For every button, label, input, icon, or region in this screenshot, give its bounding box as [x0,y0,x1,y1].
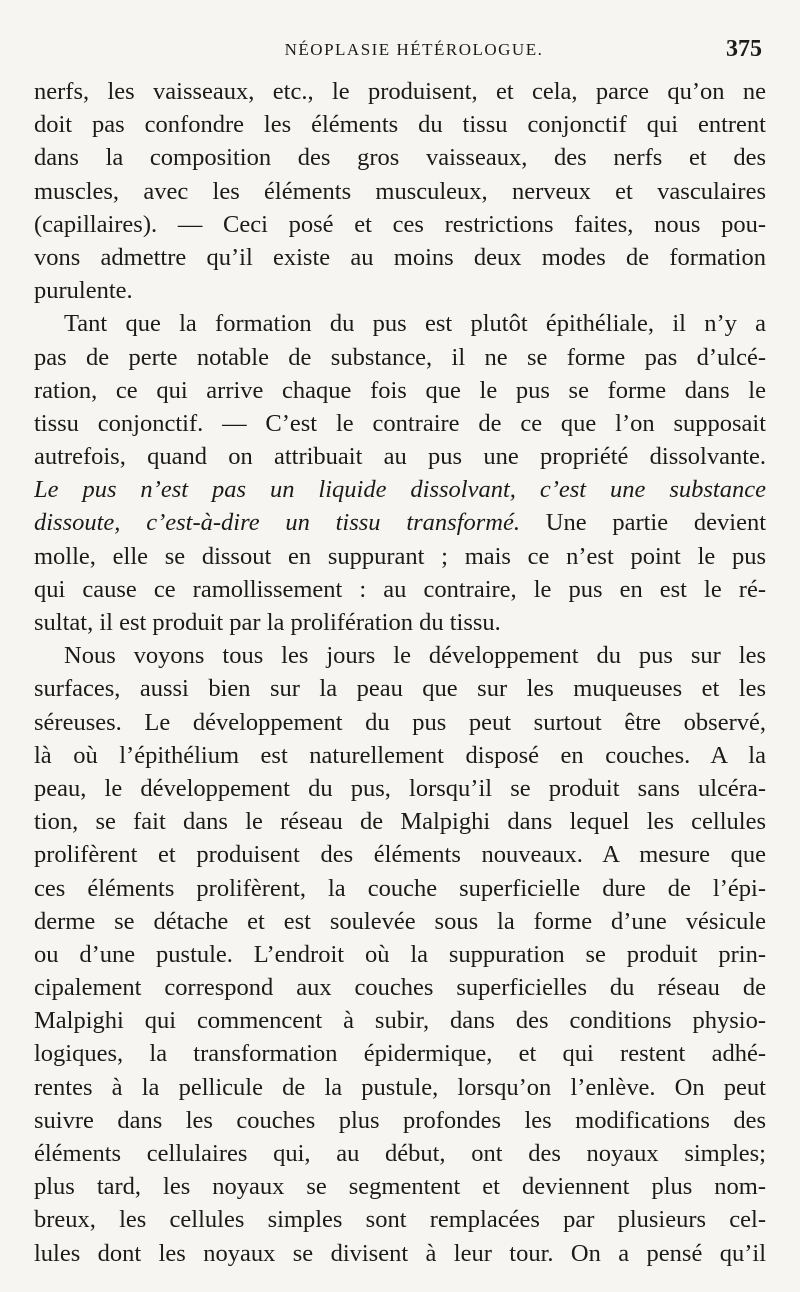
text-line [34,374,766,407]
text-line [34,772,766,805]
text-segment: Une partie devient [519,509,766,537]
text-line [34,573,766,606]
text-segment: Tant que la formation du pus est plutôt épithéliale, il n’y a [64,310,766,338]
text-segment: lules dont les noyaux se divisent à leur tour. On a pensé qu’il [34,1239,766,1267]
text-segment: muscles, avec les éléments musculeux, nerveux et vasculaires [34,177,766,205]
text-segment: logiques, la transformation épidermique, et qui restent adhé- [34,1040,766,1068]
text-segment: tion, se fait dans le réseau de Malpighi dans lequel les cellules [34,808,766,836]
text-line [34,639,766,672]
text-line [34,739,766,772]
text-line [34,506,766,539]
text-line [34,838,766,871]
text-line [34,208,766,241]
text-line [34,606,766,639]
text-line [34,1104,766,1137]
text-segment: peau, le développement du pus, lorsqu’il se produit sans ulcéra- [34,774,766,802]
text-segment: nerfs, les vaisseaux, etc., le produisent, et cela, parce qu’on ne [34,78,766,105]
text-segment: suivre dans les couches plus profondes les modifications des [34,1106,766,1134]
text-line [34,872,766,905]
text-segment: rentes à la pellicule de la pustule, lorsqu’on l’enlève. On peut [34,1073,766,1101]
text-segment: doit pas confondre les éléments du tissu conjonctif qui entrent [34,111,766,139]
text-line [34,341,766,374]
text-line [34,440,766,473]
text-segment: autrefois, quand on attribuait au pus une propriété dissolvante. [34,443,766,471]
text-line [34,1071,766,1104]
text-line [34,672,766,705]
italic-text: dissoute, c’est-à-dire un tissu transformé. [34,509,520,537]
text-segment: prolifèrent et produisent des éléments nouveaux. A mesure que [34,841,766,869]
text-segment: séreuses. Le développement du pus peut surtout être observé, [34,708,766,736]
text-segment: purulente. [34,277,133,305]
text-line [34,108,766,141]
italic-text: Le pus n’est pas un liquide dissolvant, c’est une substance [34,476,766,504]
text-segment: Malpighi qui commencent à subir, dans des conditions physio- [34,1007,766,1035]
text-segment: qui cause ce ramollissement : au contraire, le pus en est le ré- [34,575,766,603]
text-segment: dans la composition des gros vaisseaux, des nerfs et des [34,144,766,172]
text-segment: sultat, il est produit par la prolifération du tissu. [34,609,501,636]
text-line [34,706,766,739]
text-segment: surfaces, aussi bien sur la peau que sur les muqueuses et les [34,675,766,703]
text-line [34,938,766,971]
page-header [36,36,762,70]
text-segment: Nous voyons tous les jours le développement du pus sur les [64,642,766,670]
text-line [34,473,766,506]
text-line [34,1004,766,1037]
text-segment: (capillaires). — Ceci posé et ces restrictions faites, nous pou- [34,210,766,238]
text-line [34,141,766,174]
text-segment: pas de perte notable de substance, il ne se forme pas d’ulcé- [34,343,766,371]
text-segment: éléments cellulaires qui, au début, ont des noyaux simples; [34,1140,766,1167]
text-segment: ces éléments prolifèrent, la couche superficielle dure de l’épi- [34,874,766,902]
text-line [34,241,766,274]
text-segment: vons admettre qu’il existe au moins deux modes de formation [34,243,766,271]
page-number: 375 [726,36,762,62]
text-segment: ou d’une pustule. L’endroit où la suppuration se produit prin- [34,940,766,968]
text-segment: plus tard, les noyaux se segmentent et deviennent plus nom- [34,1173,766,1201]
text-line [34,540,766,573]
text-body [34,75,766,1270]
text-line [34,175,766,208]
text-segment: ration, ce qui arrive chaque fois que le pus se forme dans le [34,376,766,404]
text-segment: breux, les cellules simples sont remplacées par plusieurs cel- [34,1206,766,1234]
text-segment: molle, elle se dissout en suppurant ; mais ce n’est point le pus [34,542,766,570]
text-line [34,971,766,1004]
text-line [34,407,766,440]
running-head: NÉOPLASIE HÉTÉROLOGUE. [284,40,544,59]
text-segment: là où l’épithélium est naturellement disposé en couches. A la [34,741,766,769]
text-line [34,1170,766,1203]
text-line [34,1137,766,1170]
text-line [34,1037,766,1070]
text-segment: tissu conjonctif. — C’est le contraire de ce que l’on supposait [34,409,766,437]
text-line [34,805,766,838]
text-line [34,75,766,108]
text-line [34,274,766,307]
text-segment: derme se détache et est soulevée sous la forme d’une vésicule [34,907,766,935]
text-line [34,905,766,938]
text-line [34,1237,766,1270]
text-line [34,307,766,340]
text-segment: cipalement correspond aux couches superficielles du réseau de [34,974,766,1002]
text-line [34,1203,766,1236]
